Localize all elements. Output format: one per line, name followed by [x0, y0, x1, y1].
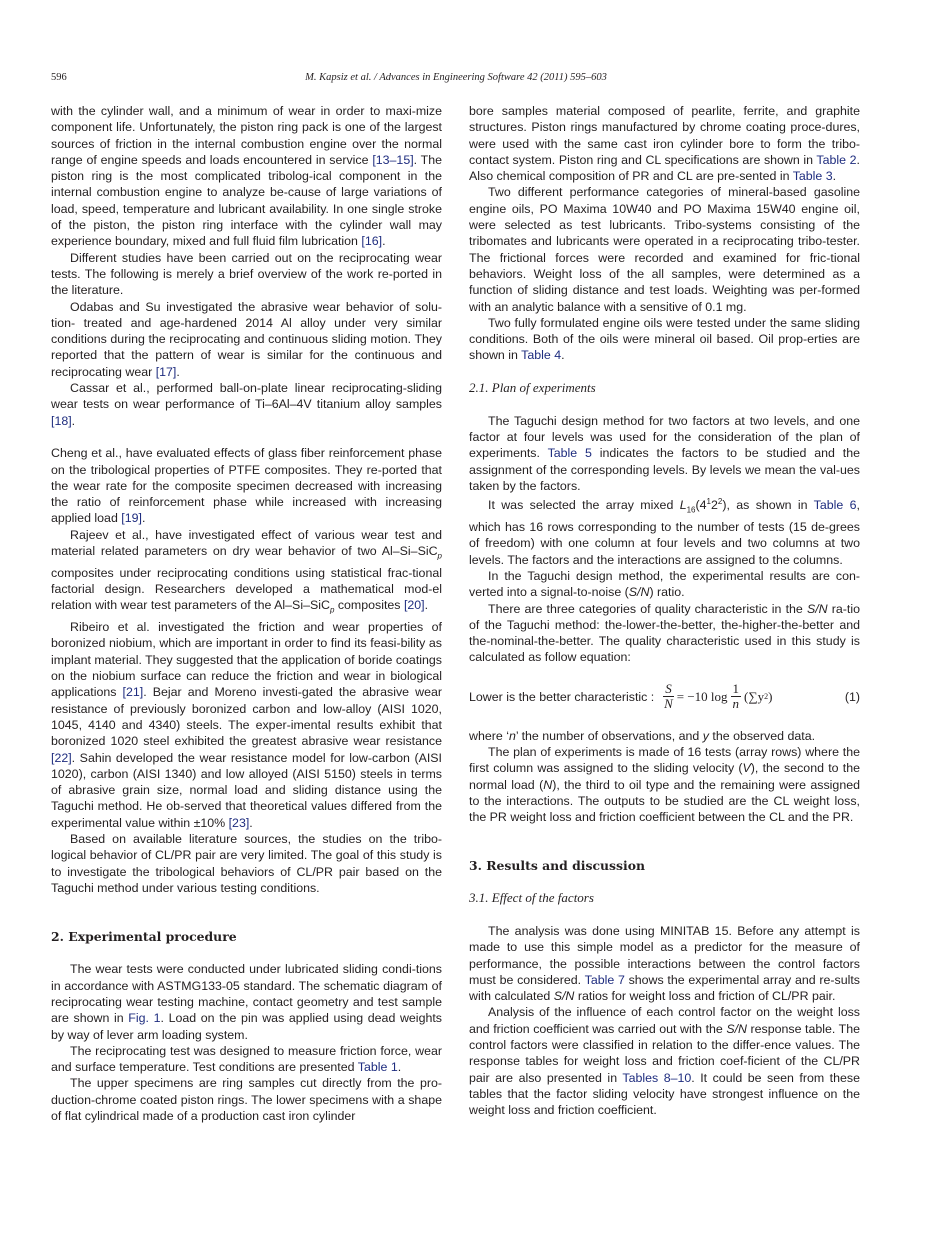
text: The analysis was done using MINITAB 15. Before any attempt is made to use this simple model as a predictor for the measure of performance, the possible interactions between the control factors must be considered. [469, 923, 860, 987]
text: Rajeev et al., have investigated effect of various wear test and material related parameters on dry wear behavior of two Al–Si–SiC [51, 527, 442, 559]
table-link[interactable]: Table 1 [357, 1060, 398, 1075]
text: . Also chemical composition of PR and CL are pre-sented in [469, 152, 860, 184]
text: . [141, 511, 146, 526]
paragraph [51, 961, 442, 1042]
text: ratios for weight loss and friction of CL/PR pair. [574, 989, 836, 1004]
text: There are three categories of quality characteristic in the [488, 601, 807, 616]
left-column [51, 103, 442, 1124]
text: ), the second to the normal load ( [469, 761, 860, 792]
paragraph [469, 744, 860, 825]
text: the observed data. [708, 728, 816, 743]
text: , as shown in [726, 498, 814, 513]
equation-text: = −10 log [676, 688, 728, 704]
superscript: 2 [717, 497, 723, 507]
text: . It could be seen from these tables that the factor sliding velocity have strongest influence on the weight loss and friction coefficient. [469, 1070, 860, 1118]
text: Cheng et al., have evaluated effects of glass fiber reinforcement phase on the tribological properties of PTFE composites. They re-ported that the wear rate for the composite specimen decreased with increasing the ratio of reinforcement phase while increased with increasing applied load [51, 446, 442, 526]
text: . [249, 815, 253, 830]
math-symbol: S/N [553, 989, 575, 1004]
text: . [71, 413, 76, 428]
spacer [469, 874, 860, 890]
text: . [424, 598, 429, 613]
subsection-heading: 3.1. Effect of the factors [469, 890, 594, 906]
text: Ribeiro et al. investigated the friction and wear properties of boronized niobium, which are important in order to find its feasi-bility as implant material. They suggested that the application of boride coatings on the niobium surface can reduce the friction and wear in biological applications [51, 620, 443, 700]
subscript: p [437, 551, 442, 561]
equation-formula [660, 682, 772, 711]
text: response table. The control factors were classified in relation to the differ-ence values. The response tables for weight loss and friction coef-ficient of the CL/PR pair are also presented in [469, 1021, 860, 1085]
text: . [561, 348, 565, 363]
table-link[interactable]: Table 3 [792, 169, 833, 184]
text: . [397, 1060, 402, 1075]
text: Analysis of the influence of each control factor on the weight loss and friction coefficient was carried out with the [469, 1005, 860, 1036]
text: with the cylinder wall, and a minimum of wear in order to maxi-mize component life. Unfortunately, the piston ring pack is one of the largest sources of friction in the internal combustion engine over the normal range of engine speeds and loads encountered in service [51, 104, 442, 167]
spacer [469, 825, 860, 858]
page-number: 596 [51, 72, 67, 83]
citation-link[interactable]: [16] [361, 234, 383, 249]
subscript: 16 [686, 505, 696, 515]
citation-link[interactable]: [20] [403, 598, 425, 613]
paragraph [469, 494, 860, 568]
text: ) ratio. [649, 585, 685, 600]
text: shows the experimental array and re-sults with calculated [469, 972, 860, 1004]
equation-text: (∑y [744, 688, 765, 704]
spacer [51, 429, 442, 445]
text: Two fully formulated engine oils were tested under the same sliding conditions. Both of the oils were mineral oil based. Oil prop-erties are shown in [469, 315, 860, 363]
text: The Taguchi design method for two factors at two levels, and one factor at four levels was used for the consideration of the plan of experiments. [469, 413, 860, 461]
text: bore samples material composed of pearlite, ferrite, and graphite structures. Piston rings manufactured by chrome coating proce-dures, were used with the same cast iron cylinder bore to form the tribo-contact system. Piston ring and CL specifications are shown in [469, 104, 860, 167]
table-link[interactable]: Table 7 [584, 972, 625, 987]
text: It was selected the array mixed [488, 498, 680, 513]
right-column [469, 103, 860, 1119]
paragraph [51, 445, 442, 526]
section-heading: 2. Experimental procedure [51, 928, 237, 944]
text: . The piston ring is the most complicated tribolog-ical component in the internal combustion engine to analyze be-cause of large variations of load, speed, temperature and lubricant availability. In one single stroke of the piston, the piston ring interface with the cylinder wall may experience boundary, mixed and full fluid film lubrication [51, 152, 443, 249]
paragraph [51, 299, 442, 380]
citation-link[interactable]: [19] [121, 511, 142, 526]
denominator: n [732, 696, 740, 712]
subscript: p [329, 605, 335, 615]
paragraph [469, 601, 860, 666]
text: The plan of experiments is made of 16 tests (array rows) where the first column was assigned to the sliding velocity ( [469, 744, 860, 776]
text: indicates the factors to be studied and the assignment of the corresponding levels. By levels we mean the val-ues taken by the factors. [469, 446, 860, 493]
text: (4 [695, 498, 707, 513]
text: Cassar et al., performed ball-on-plate linear reciprocating-sliding wear tests on wear performance of Ti–6Al–4V titanium alloy samples [51, 381, 442, 412]
section-heading: 3. Results and discussion [469, 858, 645, 874]
table-link[interactable]: Table 2 [816, 152, 857, 167]
math-symbol: L [679, 498, 687, 513]
paragraph: Two different performance categories of mineral-based gasoline engine oils, PO Maxima 10W40 and PO Maxima 15W40 engine oil, were selected as test lubricants. Tribo-systems consisting of the tribomates and lubricants were operated in a reciprocating tribo-tester. The frictional forces were recorded and examined for fric-tional behaviors. Weight loss of the all samples, were determined as a function of sliding distance and test loads. Weighting was per-formed with an analytic balance with a sensitive of 0.1 mg. [469, 185, 860, 314]
text: The wear tests were conducted under lubricated sliding condi-tions in accordance with ASTMG133-05 standard. The schematic diagram of reciprocating wear testing machine, contact geometry and test sample are shown in [51, 962, 442, 1026]
text: . Sahin developed the wear resistance model for low-carbon (AISI 1020), carbon (AISI 1340) and low alloyed (AISI 5150) steels in terms of abrasive grain size, normal load and sliding distance using the Taguchi method. He ob-served that theoretical values differed from the experimental value within ±10% [51, 750, 442, 830]
text: . Load on the pin was applied using dead weights by way of lever arm loading system. [51, 1011, 442, 1042]
superscript: 2 [764, 691, 769, 701]
spacer [51, 896, 442, 929]
spacer [469, 364, 860, 380]
citation-link[interactable]: [22] [51, 750, 72, 765]
paragraph [469, 103, 860, 184]
math-symbol: N [543, 777, 553, 792]
numerator: 1 [732, 681, 740, 697]
text: composites [334, 598, 404, 613]
math-symbol: S/N [628, 585, 650, 600]
page-header [51, 72, 861, 88]
math-symbol: V [742, 761, 751, 776]
equation-number: (1) [844, 689, 860, 704]
citation-link[interactable]: [13–15] [372, 152, 414, 167]
paragraph: The upper specimens are ring samples cut directly from the pro-duction-chrome coated piston rings. The lower specimens with a shape of flat cylindrical made of a production cast iron cylinder [51, 1076, 442, 1124]
text: , which has 16 rows corresponding to the number of tests (15 de-grees of freedom) with one column at four levels and two columns at two levels. The factors and the interactions are assigned to the columns. [469, 498, 860, 567]
paragraph: Different studies have been carried out on the reciprocating wear tests. The following is merely a brief overview of the work re-ported in the literature. [51, 250, 442, 298]
paragraph [469, 728, 860, 744]
numerator: S [665, 681, 672, 697]
spacer [51, 945, 442, 961]
spacer [469, 907, 860, 923]
table-link[interactable]: Table 5 [547, 446, 592, 461]
text: ) [722, 498, 727, 513]
denominator: N [664, 696, 673, 712]
paragraph [469, 315, 860, 364]
text: 2 [710, 498, 718, 513]
citation-link[interactable]: [18] [51, 413, 72, 428]
text: ra-tio of the Taguchi method: the-lower-the-better, the-higher-the-better and the-nominal-the-better. The quality characteristic used in this study is calculated as follow equation: [469, 601, 860, 665]
text: composites under reciprocating conditions using statistical frac-tional factorial design. Researchers developed a mathematical mod-el relation with wear test parameters of the Al–Si–SiC [51, 565, 442, 613]
math-symbol: S/N [806, 601, 828, 616]
paragraph [469, 923, 860, 1004]
text: In the Taguchi design method, the experimental results are con-verted into a signal-to-noise ( [469, 568, 860, 600]
fraction-1-over-n [731, 682, 742, 711]
table-link[interactable]: Table 6 [813, 498, 857, 513]
math-symbol: n [508, 728, 516, 743]
paragraph [51, 380, 442, 429]
text: The reciprocating test was designed to measure friction force, wear and surface temperature. Test conditions are presented [51, 1043, 442, 1075]
table-link[interactable]: Table 4 [521, 348, 562, 363]
paragraph [51, 1043, 442, 1076]
equation-label: Lower is the better characteristic : [469, 689, 655, 704]
paragraph [469, 413, 860, 494]
paragraph [51, 103, 442, 250]
running-title: M. Kapsiz et al. / Advances in Engineering Software 42 (2011) 595–603 [305, 72, 607, 83]
paragraph: Based on available literature sources, the studies on the tribo-logical behavior of CL/PR pair are very limited. The goal of this study is to investigate the tribological behaviors of CL/PR pair based on the Taguchi method under various testing conditions. [51, 832, 442, 895]
superscript: 1 [706, 497, 711, 507]
text: . [832, 169, 837, 184]
spacer [469, 396, 860, 412]
text: . [382, 234, 386, 249]
paragraph [51, 527, 442, 619]
math-symbol: y [702, 728, 709, 743]
subsection-heading: 2.1. Plan of experiments [469, 380, 596, 396]
fraction-sn [663, 682, 674, 711]
paragraph [51, 619, 442, 831]
paragraph [469, 568, 860, 601]
figure-link[interactable]: Fig. 1 [128, 1011, 161, 1026]
math-symbol: S/N [726, 1021, 747, 1036]
text: ’ the number of observations, and [515, 728, 703, 743]
citation-link[interactable]: [17] [155, 364, 177, 379]
text: where ‘ [469, 728, 509, 743]
equation [469, 672, 860, 722]
equation-text: ) [768, 688, 773, 704]
citation-link[interactable]: [21] [122, 685, 144, 700]
text: Odabas and Su investigated the abrasive wear behavior of solu-tion- treated and age-hardened 2014 Al alloy under very similar conditions during the reciprocating and continuous sliding motion. They reported that the pattern of wear is similar for the continuous and reciprocating wear [51, 299, 442, 379]
citation-link[interactable]: [23] [228, 815, 250, 830]
text: ), the third to oil type and the remaining were assigned to the interactions. The outputs to be studied are the CL weight loss, the PR weight loss and friction coefficient between the CL and the PR. [469, 777, 860, 825]
text: . [176, 364, 180, 379]
table-link[interactable]: Tables 8–10 [622, 1070, 692, 1085]
text: . Bejar and Moreno investi-gated the abrasive wear resistance of previously boronized carbon and low-alloy (AISI 1020, 1045, 4140 and 4340) steels. The exper-imental results exhibit that boronized 1020 steel exhibited the greatest abrasive wear resistance [51, 685, 442, 749]
paragraph [469, 1004, 860, 1118]
